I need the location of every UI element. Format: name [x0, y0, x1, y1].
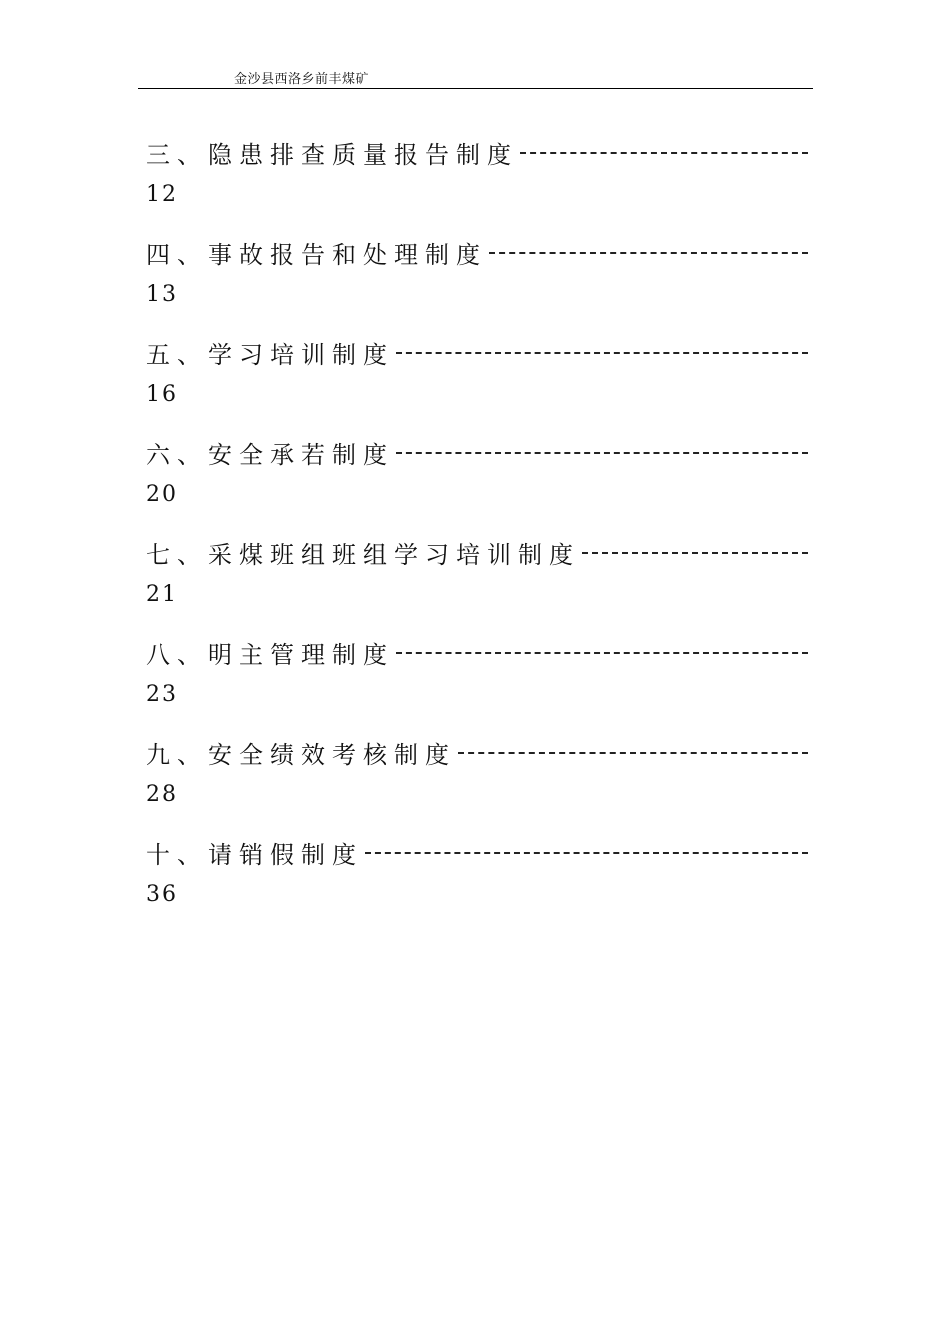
- toc-entry: [146, 830, 808, 930]
- page-header: [138, 66, 813, 89]
- toc-entry-title: 三、隐患排查质量报告制度: [146, 140, 518, 169]
- toc-line: [146, 530, 808, 574]
- header-title: 金沙县西洛乡前丰煤矿: [234, 72, 370, 87]
- toc-leader: [489, 252, 808, 254]
- toc-entry-title: 六、安全承若制度: [146, 440, 394, 469]
- table-of-contents: [146, 130, 808, 930]
- toc-entry: [146, 330, 808, 430]
- toc-entry: [146, 730, 808, 830]
- toc-entry-page: 23: [146, 682, 178, 707]
- toc-entry-page: 21: [146, 582, 178, 607]
- toc-entry: [146, 530, 808, 630]
- toc-entry-page: 12: [146, 182, 178, 207]
- toc-entry-page: 28: [146, 782, 178, 807]
- toc-entry-title: 五、学习培训制度: [146, 340, 394, 369]
- toc-line: [146, 630, 808, 674]
- toc-line: [146, 730, 808, 774]
- toc-line: [146, 230, 808, 274]
- toc-entry-title: 四、事故报告和处理制度: [146, 240, 487, 269]
- toc-entry-page: 20: [146, 482, 178, 507]
- toc-entry: [146, 630, 808, 730]
- toc-entry-page: 36: [146, 882, 178, 907]
- toc-line: [146, 430, 808, 474]
- toc-line: [146, 830, 808, 874]
- toc-leader: [396, 652, 808, 654]
- toc-entry-page: 16: [146, 382, 178, 407]
- toc-entry: [146, 130, 808, 230]
- toc-leader: [396, 452, 808, 454]
- toc-entry-title: 七、采煤班组班组学习培训制度: [146, 540, 580, 569]
- toc-leader: [396, 352, 808, 354]
- toc-entry-title: 十、请销假制度: [146, 840, 363, 869]
- toc-line: [146, 130, 808, 174]
- toc-line: [146, 330, 808, 374]
- toc-entry-title: 八、明主管理制度: [146, 640, 394, 669]
- toc-leader: [365, 852, 808, 854]
- toc-leader: [458, 752, 808, 754]
- toc-leader: [582, 552, 808, 554]
- toc-entry: [146, 230, 808, 330]
- toc-leader: [520, 152, 808, 154]
- toc-entry-page: 13: [146, 282, 178, 307]
- toc-entry: [146, 430, 808, 530]
- toc-entry-title: 九、安全绩效考核制度: [146, 740, 456, 769]
